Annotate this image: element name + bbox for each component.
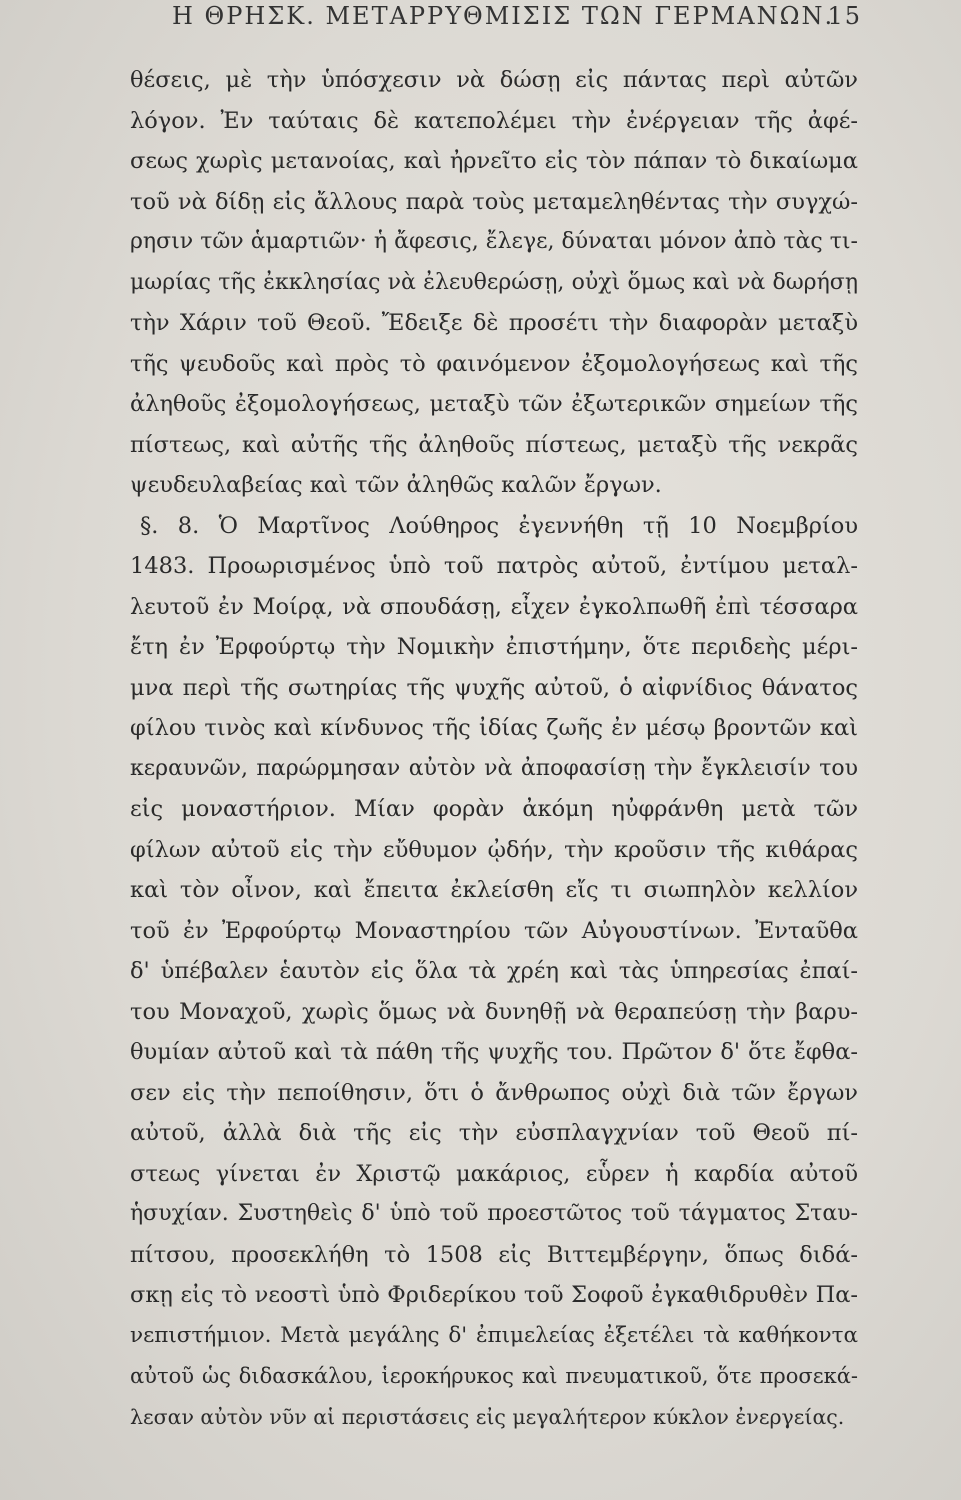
text-line: αὐτοῦ, ἀλλὰ διὰ τῆς εἰς τὴν εὐσπλαγχνίαν τοῦ Θεοῦ πί- bbox=[130, 1120, 858, 1146]
text-line: ἀληθοῦς ἐξομολογήσεως, μεταξὺ τῶν ἐξωτερικῶν σημείων τῆς bbox=[130, 391, 858, 417]
page-number: 15 bbox=[827, 2, 862, 30]
text-line: 1483. Προωρισμένος ὑπὸ τοῦ πατρὸς αὐτοῦ, ἐντίμου μεταλ- bbox=[130, 553, 858, 579]
section-heading-line: §. 8. Ὁ Μαρτῖνος Λούθηρος ἐγεννήθη τῇ 10 Νοεμβρίου bbox=[140, 512, 858, 539]
text-line: τοῦ νὰ δίδῃ εἰς ἄλλους παρὰ τοὺς μεταμεληθέντας τὴν συγχώ- bbox=[130, 188, 858, 215]
paragraph-end-line: ψευδευλαβείας καὶ τῶν ἀληθῶς καλῶν ἔργων. bbox=[130, 472, 662, 498]
text-line: τῆς ψευδοῦς καὶ πρὸς τὸ φαινόμενον ἐξομολογήσεως καὶ τῆς bbox=[130, 350, 858, 377]
running-header bbox=[172, 2, 862, 38]
text-line: ἡσυχίαν. Συστηθεὶς δ' ὑπὸ τοῦ προεστῶτος τοῦ τάγματος Σταυ- bbox=[130, 1201, 858, 1226]
text-line: θέσεις, μὲ τὴν ὑπόσχεσιν νὰ δώσῃ εἰς πάντας περὶ αὐτῶν bbox=[130, 67, 858, 93]
body-text bbox=[130, 60, 858, 1437]
text-line: του Μοναχοῦ, χωρὶς ὅμως νὰ δυνηθῇ νὰ θεραπεύσῃ τὴν βαρυ- bbox=[130, 998, 858, 1025]
text-line: θυμίαν αὐτοῦ καὶ τὰ πάθη τῆς ψυχῆς του. Πρῶτον δ' ὅτε ἔφθα- bbox=[130, 1039, 858, 1065]
text-line: πίτσου, προσεκλήθη τὸ 1508 εἰς Βιττεμβέργην, ὅπως διδά- bbox=[130, 1241, 858, 1268]
text-line: μνα περὶ τῆς σωτηρίας τῆς ψυχῆς αὐτοῦ, ὁ αἰφνίδιος θάνατος bbox=[130, 674, 858, 701]
text-line: στεως γίνεται ἐν Χριστῷ μακάριος, εὗρεν ἡ καρδία αὐτοῦ bbox=[130, 1160, 858, 1187]
text-line: πίστεως, καὶ αὐτῆς τῆς ἀληθοῦς πίστεως, μεταξὺ τῆς νεκρᾶς bbox=[130, 431, 858, 458]
text-line: λευτοῦ ἐν Μοίρᾳ, νὰ σπουδάσῃ, εἶχεν ἐγκολπωθῆ ἐπὶ τέσσαρα bbox=[130, 593, 858, 620]
text-line: λόγον. Ἐν ταύταις δὲ κατεπολέμει τὴν ἐνέργειαν τῆς ἀφέ- bbox=[130, 107, 858, 134]
text-line: τοῦ ἐν Ἐρφούρτῳ Μοναστηρίου τῶν Αὐγουστίνων. Ἐνταῦθα bbox=[130, 917, 858, 944]
text-line: αὐτοῦ ὡς διδασκάλου, ἱεροκήρυκος καὶ πνευματικοῦ, ὅτε προσεκά- bbox=[130, 1364, 858, 1388]
running-title: Η ΘΡΗΣΚ. ΜΕΤΑΡΡΥΘΜΙΣΙΣ ΤΩΝ ΓΕΡΜΑΝΩΝ. bbox=[172, 2, 835, 30]
text-line: σεως χωρὶς μετανοίας, καὶ ἠρνεῖτο εἰς τὸν πάπαν τὸ δικαίωμα bbox=[130, 148, 858, 174]
text-line: σεν εἰς τὴν πεποίθησιν, ὅτι ὁ ἄνθρωπος οὐχὶ διὰ τῶν ἔργων bbox=[130, 1079, 858, 1106]
text-line: νεπιστήμιον. Μετὰ μεγάλης δ' ἐπιμελείας ἐξετέλει τὰ καθήκοντα bbox=[130, 1322, 858, 1348]
text-line: δ' ὑπέβαλεν ἑαυτὸν εἰς ὅλα τὰ χρέη καὶ τὰς ὑπηρεσίας ἐπαί- bbox=[130, 958, 858, 984]
text-line: σκῃ εἰς τὸ νεοστὶ ὑπὸ Φριδερίκου τοῦ Σοφοῦ ἐγκαθιδρυθὲν Πα- bbox=[130, 1282, 858, 1308]
text-line: ἔτη ἐν Ἐρφούρτῳ τὴν Νομικὴν ἐπιστήμην, ὅτε περιδεὴς μέρι- bbox=[130, 634, 858, 660]
text-line: λεσαν αὐτὸν νῦν αἱ περιστάσεις εἰς μεγαλήτερον κύκλον ἐνεργείας. bbox=[130, 1404, 845, 1429]
text-line: εἰς μοναστήριον. Μίαν φορὰν ἀκόμη ηὐφράνθη μετὰ τῶν bbox=[130, 796, 858, 822]
text-line: καὶ τὸν οἶνον, καὶ ἔπειτα ἐκλείσθη εἴς τι σιωπηλὸν κελλίον bbox=[130, 877, 858, 903]
text-line: φίλων αὐτοῦ εἰς τὴν εὔθυμον ᾠδήν, τὴν κροῦσιν τῆς κιθάρας bbox=[130, 836, 858, 863]
text-line: τὴν Χάριν τοῦ Θεοῦ. Ἔδειξε δὲ προσέτι τὴν διαφορὰν μεταξὺ bbox=[130, 310, 858, 336]
text-line: μωρίας τῆς ἐκκλησίας νὰ ἐλευθερώσῃ, οὐχὶ ὅμως καὶ νὰ δωρήσῃ bbox=[130, 269, 858, 295]
text-line: ρησιν τῶν ἁμαρτιῶν· ἡ ἄφεσις, ἔλεγε, δύναται μόνον ἀπὸ τὰς τι- bbox=[130, 229, 858, 254]
text-line: φίλου τινὸς καὶ κίνδυνος τῆς ἰδίας ζωῆς ἐν μέσῳ βροντῶν καὶ bbox=[130, 715, 858, 741]
text-line: κεραυνῶν, παρώρμησαν αὐτὸν νὰ ἀποφασίσῃ τὴν ἔγκλεισίν του bbox=[130, 755, 858, 781]
